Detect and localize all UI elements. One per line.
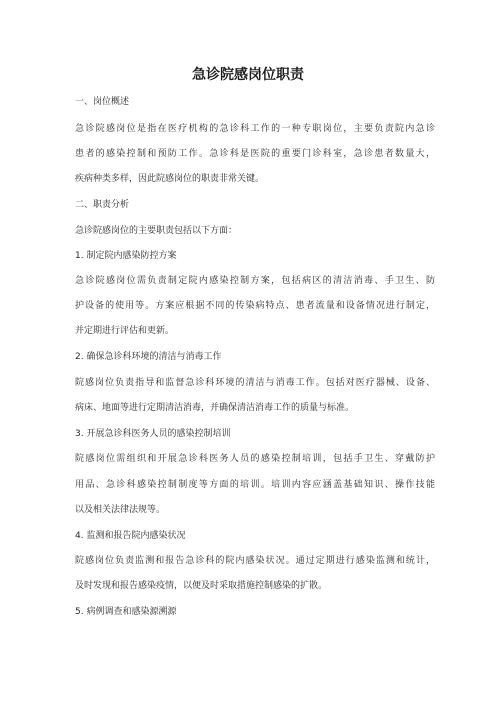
- paragraph-line: 并定期进行评估和更新。: [75, 326, 175, 336]
- subheading-1: 1. 制定院内感染防控方案: [75, 251, 177, 261]
- document-title: 急诊院感岗位职责: [192, 67, 304, 83]
- subheading-4: 4. 监测和报告院内感染状况: [75, 531, 186, 541]
- paragraph-line: 院感岗位负责监测和报告急诊科的院内感染状况。通过定期进行感染监测和统计，: [75, 556, 435, 566]
- section-heading-overview: 一、岗位概述: [75, 97, 130, 107]
- paragraph-line: 急诊院感岗位需负责制定院内感染控制方案，包括病区的清洁消毒、手卫生、防: [75, 276, 435, 286]
- subheading-2: 2. 确保急诊科环境的清洁与消毒工作: [75, 352, 222, 362]
- paragraph-line: 以及相关法律法规等。: [75, 505, 166, 515]
- paragraph-line: 院感岗位负责指导和监督急诊科环境的清洁与消毒工作。包括对医疗器械、设备、: [75, 378, 435, 388]
- paragraph-line: 及时发现和报告感染疫情，以便及时采取措施控制感染的扩散。: [75, 581, 328, 591]
- paragraph-line: 护设备的使用等。方案应根据不同的传染病特点、患者流量和设备情况进行制定，: [75, 301, 435, 311]
- paragraph-line: 用品、急诊科感染控制制度等方面的培训。培训内容应涵盖基础知识、操作技能: [75, 480, 435, 490]
- paragraph-line: 院感岗位需组织和开展急诊科医务人员的感染控制培训，包括手卫生、穿戴防护: [75, 454, 435, 464]
- section-heading-analysis: 二、职责分析: [75, 200, 130, 210]
- subheading-5: 5. 病例调查和感染源溯源: [75, 607, 177, 617]
- subheading-3: 3. 开展急诊科医务人员的感染控制培训: [75, 429, 231, 439]
- paragraph-line: 疾病种类多样，因此院感岗位的职责非常关键。: [75, 174, 265, 184]
- paragraph-line: 患者的感染控制和预防工作。急诊科是医院的重要门诊科室，急诊患者数量大，: [75, 149, 435, 159]
- paragraph-line: 急诊院感岗位的主要职责包括以下方面：: [75, 226, 238, 236]
- paragraph-line: 急诊院感岗位是指在医疗机构的急诊科工作的一种专职岗位，主要负责院内急诊: [75, 124, 435, 134]
- paragraph-line: 病床、地面等进行定期清洁消毒，并确保清洁消毒工作的质量与标准。: [75, 403, 355, 413]
